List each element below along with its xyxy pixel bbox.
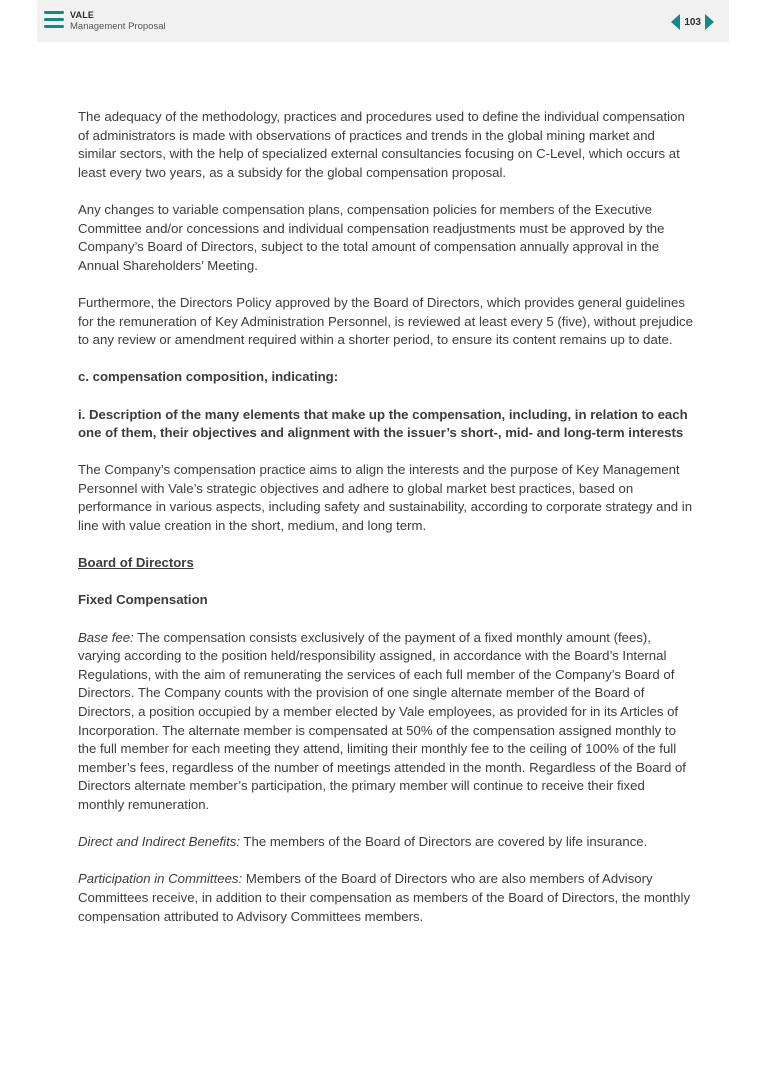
benefits-label: Direct and Indirect Benefits: xyxy=(78,834,240,850)
previous-page-arrow-icon[interactable] xyxy=(671,14,680,30)
brand-name: VALE xyxy=(70,10,95,20)
menu-icon[interactable] xyxy=(44,11,64,28)
section-heading-c: c. compensation composition, indicating: xyxy=(78,369,339,385)
paragraph-benefits xyxy=(78,833,694,852)
paragraph-directors-policy: Furthermore, the Directors Policy approved by the Board of Directors, which provides general guidelines for the remuneration of Key Administration Personnel, is reviewed at least every 5 (five), without prejudice to any review or amendment required within a shorter period, to ensure its content remains up to date. xyxy=(78,294,693,348)
subsection-heading-i: i. Description of the many elements that make up the compensation, including, in relation to each one of them, their objectives and alignment with the issuer’s short-, mid- and long-term interests xyxy=(78,406,688,441)
document-subtitle: Management Proposal xyxy=(70,21,166,32)
heading-board-of-directors: Board of Directors xyxy=(78,555,194,571)
benefits-text: The members of the Board of Directors are covered by life insurance. xyxy=(240,834,648,850)
page-navigation xyxy=(671,13,714,31)
committees-label: Participation in Committees: xyxy=(78,871,243,887)
page-number: 103 xyxy=(684,16,701,28)
paragraph-compensation-practice: The Company’s compensation practice aims to align the interests and the purpose of Key Management Personnel with Vale’s strategic objectives and adhere to global market best practices, based on performance in various aspects, including safety and sustainability, according to corporate strategy and in line with value creation in the short, medium, and long term. xyxy=(78,462,693,534)
document-body xyxy=(78,108,694,926)
base-fee-label: Base fee: xyxy=(78,629,134,645)
brand xyxy=(70,10,166,32)
paragraph-changes: Any changes to variable compensation plans, compensation policies for members of the Executive Committee and/or concessions and individual compensation readjustments must be approved by the Company’s Board of Directors, subject to the total amount of compensation annually approval in the Annual Shareholders’ Meeting. xyxy=(78,201,665,273)
paragraph-methodology: The adequacy of the methodology, practices and procedures used to define the individual compensation of administrators is made with observations of practices and trends in the global mining market and similar sectors, with the help of specialized external consultancies focusing on C-Level, which occurs at least every two years, as a subsidy for the global compensation proposal. xyxy=(78,109,685,180)
base-fee-text: The compensation consists exclusively of the payment of a fixed monthly amount (fees), varying according to the position held/responsibility assigned, in accordance with the Board’s Internal Regulations, with the aim of remunerating the services of each full member of the Company’s Board of Directors. The Company counts with the provision of one single alternate member of the Board of Directors, a position occupied by a member elected by Vale employees, as provided for in its Articles of Incorporation. The alternate member is compensated at 50% of the compensation assigned monthly to the full member for each meeting they attend, limiting their monthly fee to the ceiling of 100% of the full member’s fees, regardless of the number of meetings attended in the month. Regardless of the Board of Directors alternate member’s participation, the primary member will continue to receive their fixed monthly remuneration. xyxy=(78,629,686,812)
heading-fixed-compensation: Fixed Compensation xyxy=(78,592,208,608)
paragraph-base-fee xyxy=(78,629,694,815)
paragraph-committees xyxy=(78,870,694,926)
committees-text: Members of the Board of Directors who are also members of Advisory Committees receive, in addition to their compensation as members of the Board of Directors, the monthly compensation attributed to Advisory Committees members. xyxy=(78,871,691,924)
page-header xyxy=(37,0,729,42)
next-page-arrow-icon[interactable] xyxy=(705,14,714,30)
